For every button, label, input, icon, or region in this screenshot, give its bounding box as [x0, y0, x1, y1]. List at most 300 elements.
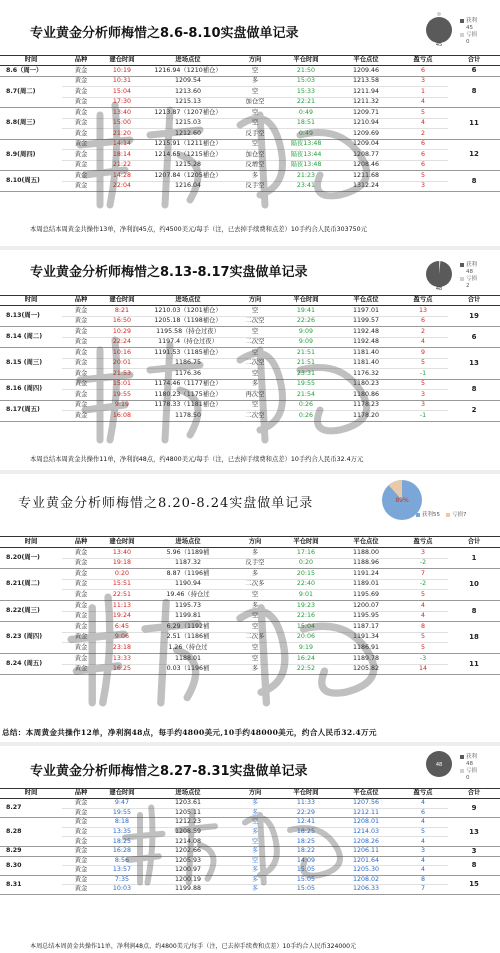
exit-cell: 1211.32 — [334, 97, 398, 108]
table-row — [0, 653, 500, 664]
table-row — [0, 885, 500, 895]
product-cell: 黄金 — [62, 390, 100, 401]
open-cell: 7:35 — [100, 875, 144, 885]
exit-cell: 1209.04 — [334, 139, 398, 150]
dir-cell: 多 — [232, 76, 278, 87]
open-cell: 21:20 — [100, 129, 144, 140]
entry-cell: 1203.61 — [144, 799, 232, 809]
product-cell: 黄金 — [62, 827, 100, 837]
pl-cell: 7 — [398, 569, 448, 580]
table-row — [0, 846, 500, 856]
column-header: 平仓点位 — [334, 296, 398, 306]
product-cell: 黄金 — [62, 171, 100, 182]
open-cell: 16:50 — [100, 316, 144, 327]
day-cell: 8.22(周三) — [0, 600, 62, 621]
exit-cell: 1191.24 — [334, 569, 398, 580]
table-row — [0, 808, 500, 818]
day-total-cell: 11 — [448, 108, 500, 140]
column-header: 时间 — [0, 789, 62, 799]
pl-cell: 5 — [398, 643, 448, 654]
open-cell: 13:40 — [100, 548, 144, 559]
exit-cell: 1211.94 — [334, 87, 398, 98]
pl-cell: 5 — [398, 590, 448, 601]
exit-cell: 1207.56 — [334, 799, 398, 809]
open-cell: 16:25 — [100, 664, 144, 675]
column-header: 平仓时间 — [278, 789, 334, 799]
close-cell: 20:06 — [278, 632, 334, 643]
day-total-cell: 8 — [448, 379, 500, 400]
entry-cell: 6.29（1192補 — [144, 622, 232, 633]
day-cell: 8.20(周一) — [0, 548, 62, 569]
dir-cell: 多 — [232, 827, 278, 837]
exit-cell: 1192.48 — [334, 337, 398, 348]
entry-cell: 5.96（1189補 — [144, 548, 232, 559]
product-cell: 黄金 — [62, 611, 100, 622]
exit-cell: 1197.01 — [334, 306, 398, 317]
pl-cell: 5 — [398, 171, 448, 182]
table-row — [0, 818, 500, 828]
entry-cell: 1205.93 — [144, 856, 232, 866]
table-row — [0, 160, 500, 171]
close-cell: 15:05 — [278, 885, 334, 895]
dir-cell: 空 — [232, 653, 278, 664]
pl-cell: 6 — [398, 66, 448, 77]
entry-cell: 1212.60 — [144, 129, 232, 140]
entry-cell: 1209.54 — [144, 76, 232, 87]
column-header: 方向 — [232, 296, 278, 306]
close-cell: 19:55 — [278, 379, 334, 390]
dir-cell: 多 — [232, 664, 278, 675]
week-summary: 本周总结本周黄金共操作13单，净利润45点，约4500美元/每手（注，已去掉手续费和点差）10手约合人民币303750元 — [30, 226, 367, 233]
exit-cell: 1212.11 — [334, 808, 398, 818]
entry-cell: 1178.50 — [144, 411, 232, 422]
exit-cell: 1209.46 — [334, 66, 398, 77]
day-total-cell: 3 — [448, 846, 500, 856]
close-cell: 9:09 — [278, 337, 334, 348]
open-cell: 23:18 — [100, 643, 144, 654]
pl-cell: -2 — [398, 558, 448, 569]
pie-legend — [416, 512, 467, 519]
pl-cell: 2 — [398, 129, 448, 140]
dir-cell: 二次空 — [232, 316, 278, 327]
column-header: 平仓时间 — [278, 56, 334, 66]
dir-cell: 空 — [232, 306, 278, 317]
trade-table — [0, 536, 500, 675]
close-cell: 15:03 — [278, 76, 334, 87]
open-cell: 9:06 — [100, 632, 144, 643]
day-total-cell: 15 — [448, 875, 500, 894]
product-cell: 黄金 — [62, 379, 100, 390]
close-cell: 隔夜13:44 — [278, 150, 334, 161]
table-row — [0, 139, 500, 150]
dir-cell: 空 — [232, 643, 278, 654]
close-cell: 20:15 — [278, 569, 334, 580]
pl-cell: 4 — [398, 837, 448, 847]
legend-label: 亏损 — [466, 31, 478, 38]
exit-cell: 1208.02 — [334, 875, 398, 885]
section-title: 专业黄金分析师梅惜之8.13-8.17实盘做单记录 — [30, 265, 308, 280]
exit-cell: 1192.48 — [334, 327, 398, 338]
table-row — [0, 400, 500, 411]
pl-cell: 6 — [398, 139, 448, 150]
pie-chart — [378, 476, 498, 524]
table-row — [0, 316, 500, 327]
exit-cell: 1176.32 — [334, 369, 398, 380]
close-cell: 9:19 — [278, 643, 334, 654]
close-cell: 22:21 — [278, 97, 334, 108]
product-cell: 黄金 — [62, 316, 100, 327]
dir-cell: 反手空 — [232, 558, 278, 569]
legend-label: 亏损7 — [452, 512, 467, 518]
column-header: 时间 — [0, 56, 62, 66]
table-row — [0, 337, 500, 348]
pl-cell: 9 — [398, 348, 448, 359]
entry-cell: 1.26（持仓过 — [144, 643, 232, 654]
entry-cell: 1205.18（1198補仓） — [144, 316, 232, 327]
exit-cell: 1186.91 — [334, 643, 398, 654]
entry-cell: 1215.13 — [144, 97, 232, 108]
dir-cell: 空 — [232, 611, 278, 622]
product-cell: 黄金 — [62, 66, 100, 77]
pie-legend — [460, 18, 477, 46]
open-cell: 19:55 — [100, 808, 144, 818]
column-header: 进场点位 — [144, 56, 232, 66]
entry-cell: 1190.94 — [144, 579, 232, 590]
section-title: 专业黄金分析师梅惜之8.6-8.10实盘做单记录 — [30, 26, 299, 41]
close-cell: 22:26 — [278, 316, 334, 327]
pl-cell: 3 — [398, 181, 448, 192]
pie-graphic — [424, 250, 456, 292]
open-cell: 10:19 — [100, 66, 144, 77]
exit-cell: 1210.94 — [334, 118, 398, 129]
exit-cell: 1205.82 — [334, 664, 398, 675]
dir-cell: 二次空 — [232, 337, 278, 348]
close-cell: 18:25 — [278, 827, 334, 837]
pl-cell: 4 — [398, 600, 448, 611]
pl-cell: 8 — [398, 875, 448, 885]
open-cell: 10:16 — [100, 348, 144, 359]
open-cell: 15:04 — [100, 87, 144, 98]
day-cell: 8.16 (周四) — [0, 379, 62, 400]
entry-cell: 1202.66 — [144, 846, 232, 856]
entry-cell: 1213.60 — [144, 87, 232, 98]
table-row — [0, 369, 500, 380]
column-header: 进场点位 — [144, 789, 232, 799]
entry-cell: 1176.36 — [144, 369, 232, 380]
dir-cell: 空 — [232, 327, 278, 338]
dir-cell: 多 — [232, 866, 278, 876]
table-row — [0, 827, 500, 837]
dir-cell: 空 — [232, 400, 278, 411]
pl-cell: 3 — [398, 390, 448, 401]
pl-cell: 4 — [398, 799, 448, 809]
day-total-cell: 11 — [448, 653, 500, 674]
pl-cell: 4 — [398, 118, 448, 129]
pie-center-value: 89% — [395, 497, 409, 504]
product-cell: 黄金 — [62, 664, 100, 675]
close-cell: 19:41 — [278, 306, 334, 317]
open-cell: 10:29 — [100, 327, 144, 338]
open-cell: 19:18 — [100, 558, 144, 569]
pie-center-value: 45 — [435, 42, 443, 48]
day-total-cell: 1 — [448, 548, 500, 569]
close-cell: 15:05 — [278, 866, 334, 876]
column-header: 盈亏点 — [398, 56, 448, 66]
table-row — [0, 390, 500, 401]
close-cell: 9:09 — [278, 327, 334, 338]
entry-cell: 1215.91（1211補仓） — [144, 139, 232, 150]
product-cell: 黄金 — [62, 808, 100, 818]
pl-cell: -2 — [398, 579, 448, 590]
dir-cell: 二次空 — [232, 411, 278, 422]
trade-table — [0, 295, 500, 422]
open-cell: 0:20 — [100, 569, 144, 580]
close-cell: 15:05 — [278, 875, 334, 885]
pie-chart — [424, 250, 494, 290]
open-cell: 21:53 — [100, 369, 144, 380]
close-cell: 21:23 — [278, 171, 334, 182]
table-header-row — [0, 56, 500, 66]
week-section-1 — [0, 0, 500, 235]
legend-label: 亏损 — [466, 767, 478, 774]
day-cell: 8.23 (周四) — [0, 622, 62, 654]
open-cell: 11:13 — [100, 600, 144, 611]
column-header: 盈亏点 — [398, 537, 448, 548]
table-row — [0, 579, 500, 590]
close-cell: 隔夜13:48 — [278, 160, 334, 171]
product-cell: 黄金 — [62, 348, 100, 359]
exit-cell: 1200.07 — [334, 600, 398, 611]
dir-cell: 多 — [232, 875, 278, 885]
dir-cell: 二次空 — [232, 358, 278, 369]
product-cell: 黄金 — [62, 139, 100, 150]
open-cell: 20:01 — [100, 358, 144, 369]
exit-cell: 1214.03 — [334, 827, 398, 837]
exit-cell: 1178.20 — [334, 411, 398, 422]
open-cell: 21:22 — [100, 160, 144, 171]
legend-value: 0 — [466, 38, 470, 45]
dir-cell: 反手空 — [232, 129, 278, 140]
open-cell: 18:14 — [100, 150, 144, 161]
entry-cell: 8.87（1196補 — [144, 569, 232, 580]
pie-center-value: 48 — [435, 762, 443, 768]
legend-value: 45 — [466, 24, 473, 31]
table-row — [0, 87, 500, 98]
week-summary: 总结：本周黄金共操作12单，净利润48点，每手约4800美元,10手约48000美元，约合人民币32.4万元 — [2, 728, 377, 737]
table-row — [0, 358, 500, 369]
product-cell: 黄金 — [62, 653, 100, 664]
entry-cell: 1215.28 — [144, 160, 232, 171]
table-row — [0, 129, 500, 140]
product-cell: 黄金 — [62, 818, 100, 828]
entry-cell: 2.51（1186補 — [144, 632, 232, 643]
table-row — [0, 643, 500, 654]
product-cell: 黄金 — [62, 799, 100, 809]
open-cell: 19:24 — [100, 611, 144, 622]
day-total-cell: 8 — [448, 600, 500, 621]
product-cell: 黄金 — [62, 569, 100, 580]
dir-cell: 空 — [232, 118, 278, 129]
open-cell: 8:21 — [100, 306, 144, 317]
legend-value: 48 — [466, 760, 473, 767]
open-cell: 8:18 — [100, 818, 144, 828]
entry-cell: 1187.32 — [144, 558, 232, 569]
product-cell: 黄金 — [62, 160, 100, 171]
product-cell: 黄金 — [62, 837, 100, 847]
column-header: 品种 — [62, 56, 100, 66]
exit-cell: 1209.69 — [334, 129, 398, 140]
close-cell: 21:51 — [278, 348, 334, 359]
product-cell: 黄金 — [62, 875, 100, 885]
close-cell: 17:16 — [278, 548, 334, 559]
pl-cell: 5 — [398, 358, 448, 369]
exit-cell: 1213.58 — [334, 76, 398, 87]
product-cell: 黄金 — [62, 622, 100, 633]
table-row — [0, 632, 500, 643]
column-header: 方向 — [232, 56, 278, 66]
entry-cell: 1214.65（1215補仓） — [144, 150, 232, 161]
table-row — [0, 569, 500, 580]
pl-cell: 3 — [398, 548, 448, 559]
exit-cell: 1180.86 — [334, 390, 398, 401]
entry-cell: 19.46（持仓过 — [144, 590, 232, 601]
close-cell: 21:51 — [278, 358, 334, 369]
exit-cell: 1195.95 — [334, 611, 398, 622]
column-header: 品种 — [62, 789, 100, 799]
product-cell: 黄金 — [62, 846, 100, 856]
close-cell: 22:52 — [278, 664, 334, 675]
product-cell: 黄金 — [62, 327, 100, 338]
day-cell: 8.15 (周三) — [0, 348, 62, 380]
product-cell: 黄金 — [62, 369, 100, 380]
pl-cell: 4 — [398, 611, 448, 622]
day-total-cell: 19 — [448, 306, 500, 327]
open-cell: 22:24 — [100, 337, 144, 348]
product-cell: 黄金 — [62, 358, 100, 369]
close-cell: 23:41 — [278, 181, 334, 192]
product-cell: 黄金 — [62, 337, 100, 348]
entry-cell: 1200.19 — [144, 875, 232, 885]
entry-cell: 1195.73 — [144, 600, 232, 611]
day-cell: 8.21(周二) — [0, 569, 62, 601]
pl-cell: 5 — [398, 827, 448, 837]
open-cell: 14:14 — [100, 139, 144, 150]
product-cell: 黄金 — [62, 150, 100, 161]
close-cell: 19:23 — [278, 600, 334, 611]
pl-cell: 6 — [398, 808, 448, 818]
product-cell: 黄金 — [62, 548, 100, 559]
table-row — [0, 306, 500, 317]
pie-center-value: 48 — [435, 286, 443, 292]
product-cell: 黄金 — [62, 181, 100, 192]
exit-cell: 1201.64 — [334, 856, 398, 866]
pl-cell: 3 — [398, 76, 448, 87]
column-header: 平仓点位 — [334, 789, 398, 799]
column-header: 平仓时间 — [278, 296, 334, 306]
week-section-4 — [0, 746, 500, 953]
product-cell: 黄金 — [62, 590, 100, 601]
column-header: 建仓时间 — [100, 296, 144, 306]
open-cell: 8:56 — [100, 856, 144, 866]
column-header: 进场点位 — [144, 296, 232, 306]
table-row — [0, 348, 500, 359]
table-row — [0, 150, 500, 161]
open-cell: 13:57 — [100, 866, 144, 876]
day-total-cell: 18 — [448, 622, 500, 654]
product-cell: 黄金 — [62, 579, 100, 590]
entry-cell: 1188.01 — [144, 653, 232, 664]
column-header: 方向 — [232, 537, 278, 548]
pl-cell: 4 — [398, 856, 448, 866]
day-total-cell: 13 — [448, 348, 500, 380]
product-cell: 黄金 — [62, 885, 100, 895]
legend-value: 0 — [466, 774, 470, 781]
close-cell: 23:31 — [278, 369, 334, 380]
close-cell: 11:33 — [278, 799, 334, 809]
table-row — [0, 611, 500, 622]
close-cell: 21:54 — [278, 390, 334, 401]
legend-label: 获利 — [466, 262, 478, 268]
pie-graphic — [424, 748, 456, 782]
column-header: 时间 — [0, 537, 62, 548]
day-cell: 8.29 — [0, 846, 62, 856]
exit-cell: 1181.40 — [334, 348, 398, 359]
dir-cell: 多 — [232, 171, 278, 182]
open-cell: 15:01 — [100, 379, 144, 390]
product-cell: 黄金 — [62, 856, 100, 866]
close-cell: 22:29 — [278, 808, 334, 818]
product-cell: 黄金 — [62, 632, 100, 643]
exit-cell: 1209.71 — [334, 108, 398, 119]
entry-cell: 1199.88 — [144, 885, 232, 895]
entry-cell: 1197.4（持仓过夜） — [144, 337, 232, 348]
dir-cell: 空 — [232, 139, 278, 150]
close-cell: 隔夜13:48 — [278, 139, 334, 150]
pie-legend — [460, 262, 477, 290]
open-cell: 22:51 — [100, 590, 144, 601]
column-header: 合计 — [448, 296, 500, 306]
day-cell: 8.9(周四) — [0, 139, 62, 171]
pl-cell: 5 — [398, 379, 448, 390]
pl-cell: 14 — [398, 664, 448, 675]
open-cell: 15:00 — [100, 118, 144, 129]
entry-cell: 1199.81 — [144, 611, 232, 622]
open-cell: 9:47 — [100, 799, 144, 809]
column-header: 时间 — [0, 296, 62, 306]
dir-cell: 空 — [232, 87, 278, 98]
day-total-cell: 8 — [448, 171, 500, 192]
exit-cell: 1181.40 — [334, 358, 398, 369]
column-header: 盈亏点 — [398, 789, 448, 799]
product-cell: 黄金 — [62, 97, 100, 108]
product-cell: 黄金 — [62, 76, 100, 87]
legend-label: 获利55 — [422, 512, 440, 518]
column-header: 合计 — [448, 789, 500, 799]
table-header-row — [0, 789, 500, 799]
column-header: 品种 — [62, 537, 100, 548]
column-header: 合计 — [448, 537, 500, 548]
column-header: 建仓时间 — [100, 537, 144, 548]
open-cell: 15:51 — [100, 579, 144, 590]
table-row — [0, 856, 500, 866]
close-cell: 0:49 — [278, 108, 334, 119]
section-title: 专业黄金分析师梅惜之8.27-8.31实盘做单记录 — [30, 764, 308, 779]
dir-cell: 空 — [232, 590, 278, 601]
dir-cell: 加仓空 — [232, 150, 278, 161]
legend-label: 获利 — [466, 754, 478, 760]
dir-cell: 多 — [232, 569, 278, 580]
week-section-2 — [0, 250, 500, 475]
